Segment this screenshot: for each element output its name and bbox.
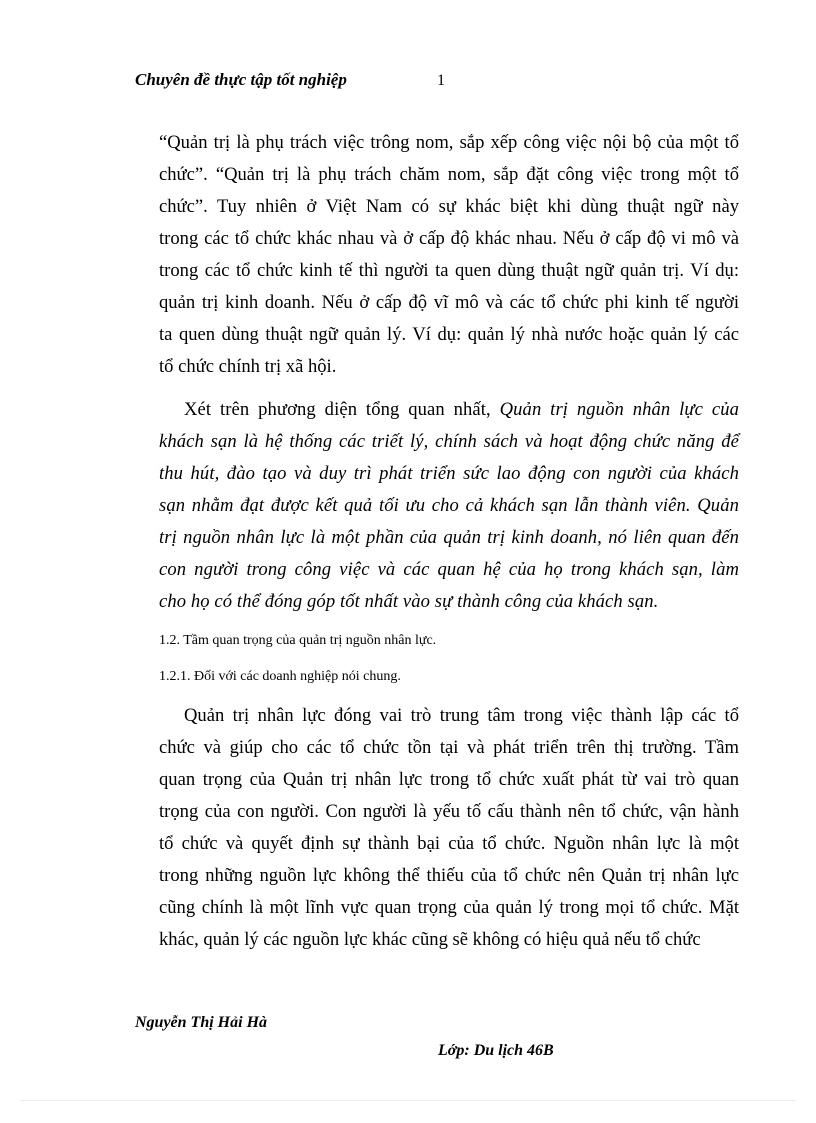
text-line: cũng chính là một lĩnh vực quan trọng của quản lý trong mọi tổ chức. Mặt (159, 897, 739, 918)
paragraph-definition (159, 127, 739, 383)
text-line: trong những nguồn lực không thể thiếu của tổ chức nên Quản trị nhân lực (159, 865, 739, 886)
paragraph-emphasis: Quản trị nguồn nhân lực của (499, 399, 739, 420)
text-line: trong các tổ chức kinh tế thì người ta quen dùng thuật ngữ quản trị. Ví dụ: (159, 260, 739, 281)
text-line: quản trị kinh doanh. Nếu ở cấp độ vĩ mô và các tổ chức phi kinh tế người (159, 292, 739, 313)
paragraph-lead: Xét trên phương diện tổng quan nhất, (184, 399, 491, 420)
text-line: trọng của con người. Con người là yếu tố cấu thành nên tổ chức, vận hành (159, 801, 739, 822)
text-line: ta quen dùng thuật ngữ quản lý. Ví dụ: quản lý nhà nước hoặc quản lý các (159, 324, 739, 345)
text-line: chức và giúp cho các tổ chức tồn tại và phát triển trên thị trường. Tầm (159, 737, 739, 758)
header-title: Chuyên đề thực tập tốt nghiệp (135, 70, 347, 89)
text-line: khác, quản lý các nguồn lực khác cũng sẽ không có hiệu quả nếu tổ chức (159, 929, 701, 950)
paragraph-overview (159, 394, 739, 618)
text-line: tổ chức và quyết định sự thành bại của tổ chức. Nguồn nhân lực là một (159, 833, 739, 854)
footer-author: Nguyễn Thị Hải Hà (135, 1014, 268, 1031)
page-number: 1 (437, 72, 445, 89)
paragraph-importance (159, 700, 739, 956)
subsection-heading: 1.2.1. Đối với các doanh nghiệp nói chung. (159, 669, 401, 684)
text-line: sạn nhằm đạt được kết quả tối ưu cho cả khách sạn lẫn thành viên. Quản (159, 495, 739, 516)
text-line: quan trọng của Quản trị nhân lực trong tổ chức xuất phát từ vai trò quan (159, 769, 739, 790)
page-bottom-divider (20, 1100, 796, 1101)
text-line: trong các tổ chức khác nhau và ở cấp độ khác nhau. Nếu ở cấp độ vi mô và (159, 228, 739, 249)
text-line-first: Quản trị nhân lực đóng vai trò trung tâm trong việc thành lập các tổ (184, 705, 739, 726)
text-line: chức”. Tuy nhiên ở Việt Nam có sự khác biệt khi dùng thuật ngữ này (159, 196, 739, 217)
text-line: “Quản trị là phụ trách việc trông nom, sắp xếp công việc nội bộ của một tổ (159, 132, 739, 153)
text-line: con người trong công việc và các quan hệ của họ trong khách sạn, làm (159, 559, 739, 580)
text-line: khách sạn là hệ thống các triết lý, chính sách và hoạt động chức năng để (159, 431, 739, 452)
section-heading: 1.2. Tầm quan trọng của quản trị nguồn nhân lực. (159, 633, 437, 648)
text-line: tổ chức chính trị xã hội. (159, 356, 337, 377)
text-line: cho họ có thể đóng góp tốt nhất vào sự thành công của khách sạn. (159, 591, 659, 612)
text-line: thu hút, đào tạo và duy trì phát triển sức lao động con người của khách (159, 463, 739, 484)
footer-class: Lớp: Du lịch 46B (438, 1042, 554, 1059)
text-line: trị nguồn nhân lực là một phần của quản trị kinh doanh, nó liên quan đến (159, 527, 739, 548)
text-line: chức”. “Quản trị là phụ trách chăm nom, sắp đặt công việc trong một tổ (159, 164, 739, 185)
text-line-first (159, 394, 739, 426)
